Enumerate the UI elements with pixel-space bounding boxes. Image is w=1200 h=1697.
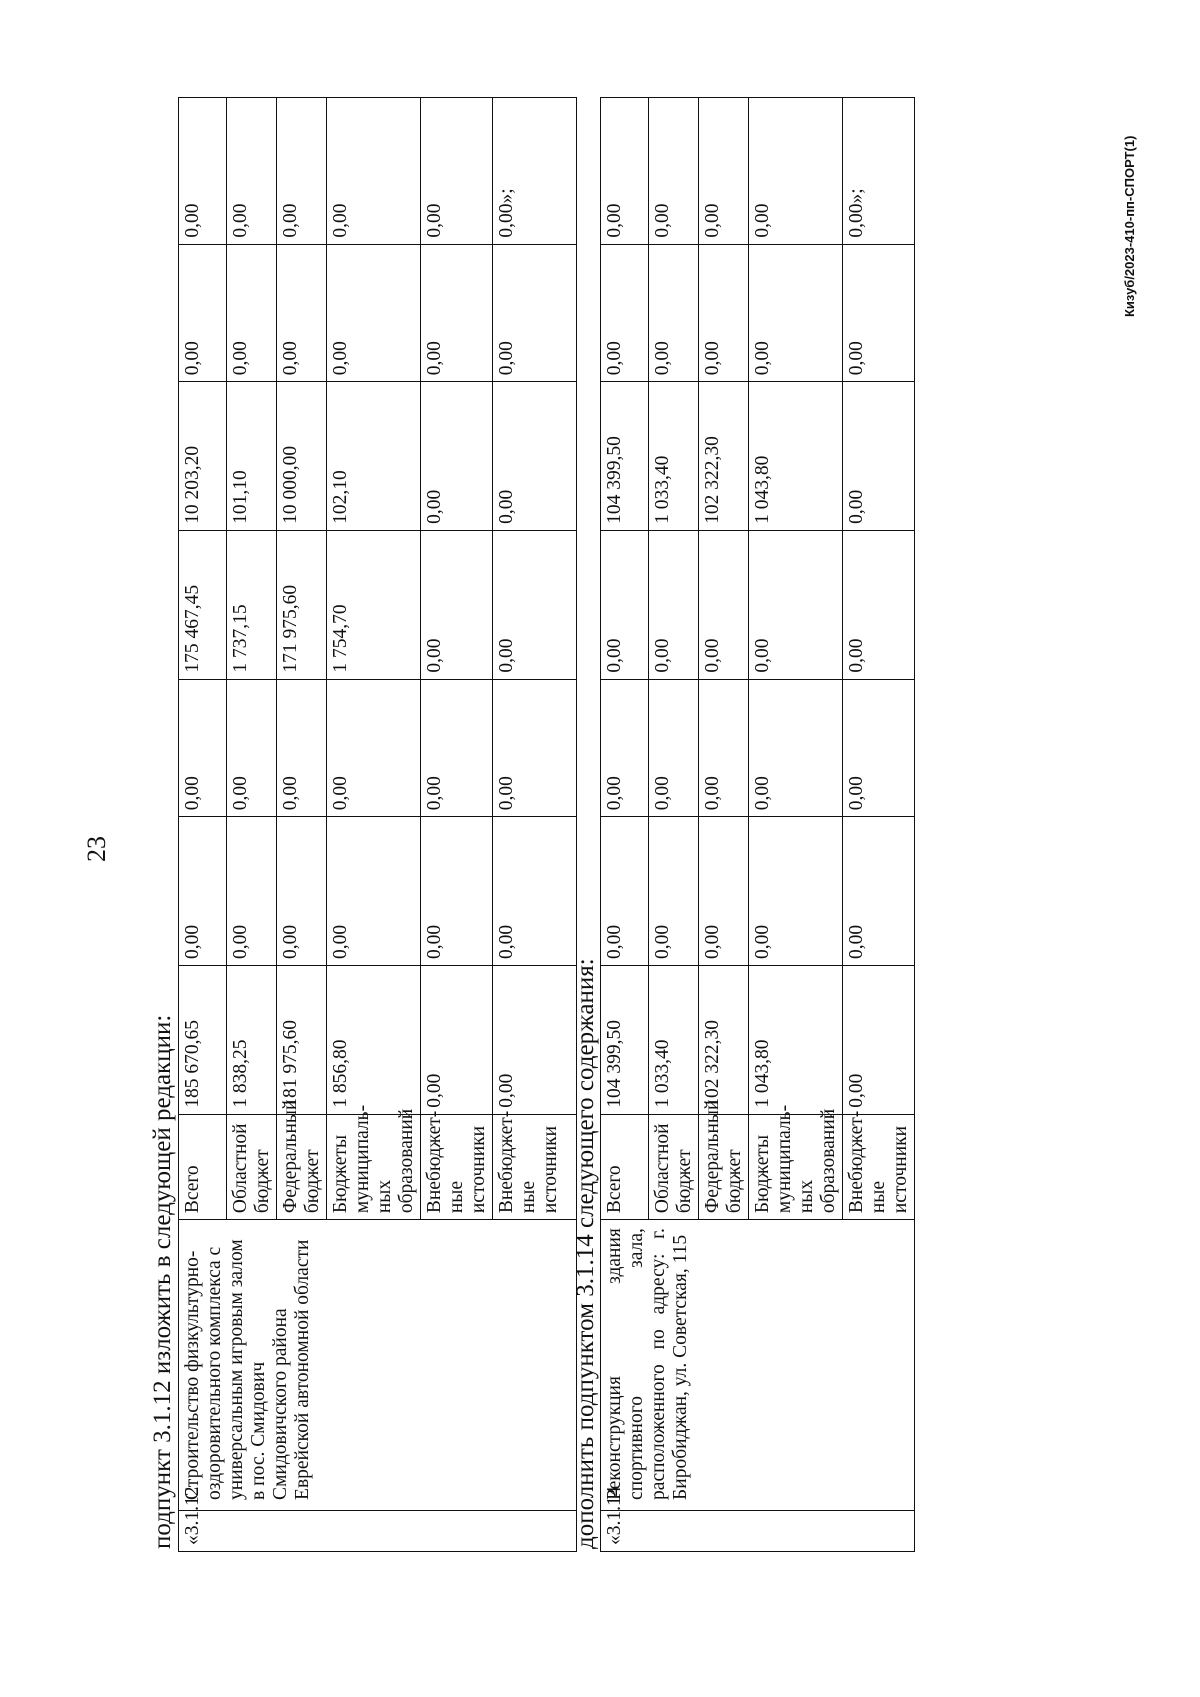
- amount-cell: 0,00: [421, 98, 493, 245]
- amount-cell: 1 043,80: [749, 382, 843, 531]
- amount-cell: 0,00: [699, 530, 749, 679]
- amount-cell: 171 975,60: [277, 530, 327, 679]
- amount-cell: 0,00: [179, 679, 227, 817]
- funding-source-cell: Бюджеты муниципаль-ных образований: [327, 1114, 421, 1219]
- amount-cell: 0,00: [649, 530, 699, 679]
- amount-cell: 0,00: [327, 679, 421, 817]
- amount-cell: 0,00: [601, 530, 649, 679]
- amount-cell: 0,00: [843, 817, 915, 966]
- amount-cell: 0,00»;: [843, 98, 915, 245]
- table-row: [601, 98, 649, 1552]
- amount-cell: 0,00: [749, 98, 843, 245]
- amount-cell: 0,00: [649, 98, 699, 245]
- amount-cell: 0,00: [277, 679, 327, 817]
- amount-cell: 0,00: [699, 244, 749, 382]
- amount-cell: 0,00: [277, 98, 327, 245]
- amount-cell: 102 322,30: [699, 965, 749, 1114]
- amount-cell: 0,00: [601, 244, 649, 382]
- document-footer-code: Кизуб/2023-410-пп-СПОРТ(1): [1122, 135, 1137, 317]
- item-name-cell: Реконструкция здания спортивного зала, расположенного по адресу: г. Биробиджан, ул. Советская, 115: [601, 1220, 915, 1511]
- amount-cell: 0,00: [649, 679, 699, 817]
- amount-cell: 0,00: [179, 98, 227, 245]
- amount-cell: 102,10: [327, 382, 421, 531]
- amount-cell: 0,00: [421, 817, 493, 966]
- amount-cell: 0,00: [493, 530, 577, 679]
- amount-cell: 0,00: [327, 817, 421, 966]
- amount-cell: 1 033,40: [649, 965, 699, 1114]
- amount-cell: 0,00: [601, 98, 649, 245]
- amount-cell: 0,00»;: [493, 98, 577, 245]
- amount-cell: 10 000,00: [277, 382, 327, 531]
- funding-source-cell: Внебюджет-ные источники: [421, 1114, 493, 1219]
- amount-cell: 0,00: [749, 679, 843, 817]
- amount-cell: 175 467,45: [179, 530, 227, 679]
- amount-cell: 0,00: [699, 679, 749, 817]
- section-intro-3-1-14: дополнить подпунктом 3.1.14 следующего содержания:: [572, 958, 599, 1549]
- amount-cell: 104 399,50: [601, 965, 649, 1114]
- amount-cell: 0,00: [277, 817, 327, 966]
- item-code-cell: «3.1.14: [601, 1510, 915, 1551]
- amount-cell: 0,00: [493, 244, 577, 382]
- amount-cell: 0,00: [179, 817, 227, 966]
- table-row: [179, 98, 227, 1552]
- amount-cell: 0,00: [601, 817, 649, 966]
- funding-source-cell: Областной бюджет: [227, 1114, 277, 1219]
- amount-cell: 0,00: [421, 965, 493, 1114]
- amount-cell: 0,00: [749, 530, 843, 679]
- amount-cell: 0,00: [421, 679, 493, 817]
- amount-cell: 0,00: [493, 965, 577, 1114]
- funding-source-cell: Внебюджет-ные источники: [843, 1114, 915, 1219]
- amount-cell: 181 975,60: [277, 965, 327, 1114]
- amount-cell: 185 670,65: [179, 965, 227, 1114]
- item-name-cell: Строительство физкультурно-оздоровительного комплекса с универсальным игровым залом в пос. Смидович Смидовичского района Еврейской автономной области: [179, 1220, 577, 1511]
- amount-cell: 0,00: [649, 817, 699, 966]
- funding-source-cell: Федеральный бюджет: [277, 1114, 327, 1219]
- budget-table-3-1-12: [178, 97, 577, 1552]
- amount-cell: 0,00: [601, 679, 649, 817]
- amount-cell: 0,00: [493, 679, 577, 817]
- amount-cell: 1 033,40: [649, 382, 699, 531]
- amount-cell: 0,00: [843, 530, 915, 679]
- amount-cell: 0,00: [227, 98, 277, 245]
- amount-cell: 0,00: [749, 244, 843, 382]
- amount-cell: 1 856,80: [327, 965, 421, 1114]
- amount-cell: 1 754,70: [327, 530, 421, 679]
- amount-cell: 0,00: [843, 382, 915, 531]
- amount-cell: 0,00: [749, 817, 843, 966]
- amount-cell: 0,00: [327, 98, 421, 245]
- funding-source-cell: Областной бюджет: [649, 1114, 699, 1219]
- amount-cell: 0,00: [843, 965, 915, 1114]
- amount-cell: 0,00: [699, 98, 749, 245]
- amount-cell: 0,00: [649, 244, 699, 382]
- amount-cell: 104 399,50: [601, 382, 649, 531]
- amount-cell: 0,00: [327, 244, 421, 382]
- funding-source-cell: Бюджеты муниципаль-ных образований: [749, 1114, 843, 1219]
- item-code-cell: «3.1.12: [179, 1510, 577, 1551]
- section-intro-3-1-12: подпункт 3.1.12 изложить в следующей редакции:: [149, 1014, 176, 1549]
- amount-cell: 10 203,20: [179, 382, 227, 531]
- funding-source-cell: Всего: [179, 1114, 227, 1219]
- amount-cell: 101,10: [227, 382, 277, 531]
- funding-source-cell: Всего: [601, 1114, 649, 1219]
- amount-cell: 0,00: [493, 817, 577, 966]
- budget-table-3-1-14: [600, 97, 915, 1552]
- amount-cell: 0,00: [421, 530, 493, 679]
- amount-cell: 0,00: [227, 679, 277, 817]
- amount-cell: 1 737,15: [227, 530, 277, 679]
- amount-cell: 0,00: [227, 817, 277, 966]
- amount-cell: 0,00: [421, 382, 493, 531]
- amount-cell: 0,00: [843, 679, 915, 817]
- amount-cell: 0,00: [277, 244, 327, 382]
- amount-cell: 1 838,25: [227, 965, 277, 1114]
- amount-cell: 0,00: [227, 244, 277, 382]
- funding-source-cell: Внебюджет-ные источники: [493, 1114, 577, 1219]
- amount-cell: 1 043,80: [749, 965, 843, 1114]
- amount-cell: 0,00: [421, 244, 493, 382]
- funding-source-cell: Федеральный бюджет: [699, 1114, 749, 1219]
- amount-cell: 102 322,30: [699, 382, 749, 531]
- amount-cell: 0,00: [699, 817, 749, 966]
- amount-cell: 0,00: [179, 244, 227, 382]
- amount-cell: 0,00: [493, 382, 577, 531]
- page-number: 23: [82, 836, 111, 862]
- amount-cell: 0,00: [843, 244, 915, 382]
